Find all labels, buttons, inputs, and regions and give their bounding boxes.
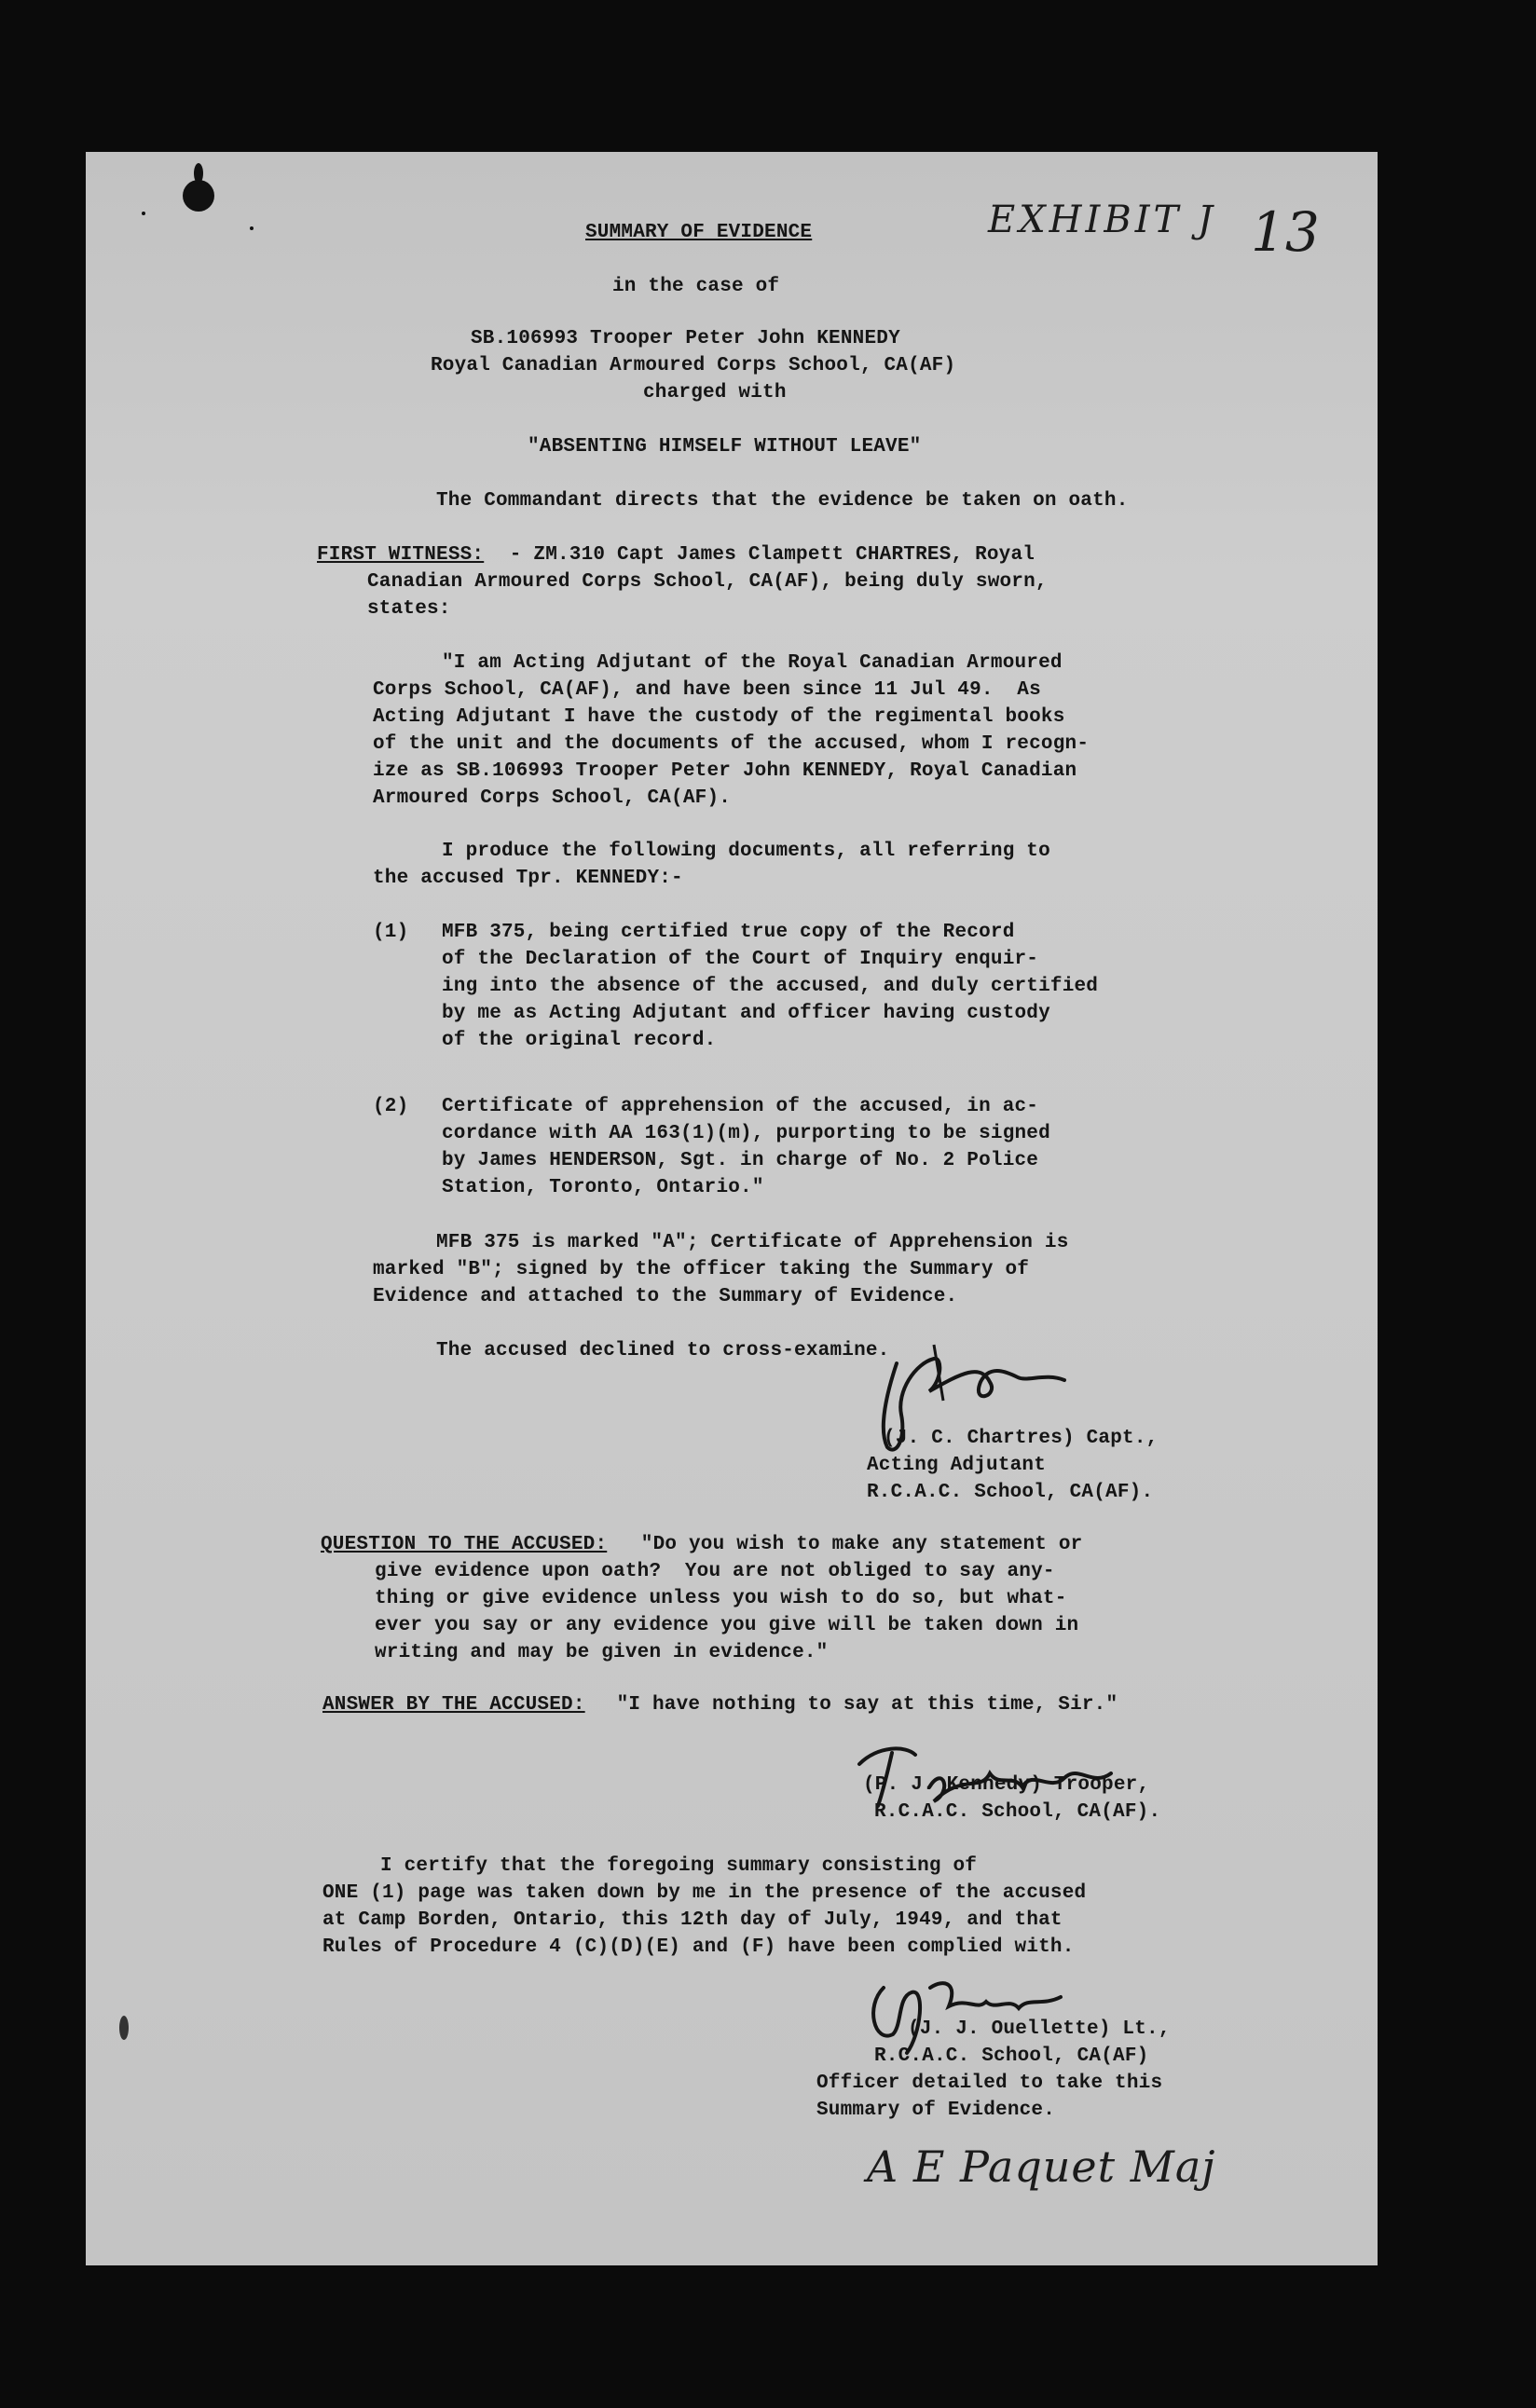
chartres-signature-line-1: (J. C. Chartres) Capt., bbox=[884, 1428, 1159, 1449]
first-witness-line-3: states: bbox=[367, 598, 451, 620]
certification-line: Rules of Procedure 4 (C)(D)(E) and (F) have been complied with. bbox=[322, 1936, 1075, 1958]
question-label: QUESTION TO THE ACCUSED: bbox=[321, 1534, 608, 1555]
statement-line: of the unit and the documents of the accused, whom I recogn- bbox=[373, 733, 1090, 755]
item-line: MFB 375, being certified true copy of the Record bbox=[442, 922, 1015, 943]
marked-text bbox=[373, 1256, 1029, 1310]
statement-line: Corps School, CA(AF), and have been since 11 Jul 49. As bbox=[373, 679, 1041, 701]
chartres-signature-line-2: Acting Adjutant bbox=[867, 1455, 1047, 1476]
accused-line-1: SB.106993 Trooper Peter John KENNEDY bbox=[471, 328, 900, 349]
produce-line-1: I produce the following documents, all referring to bbox=[442, 841, 1050, 862]
ink-speck bbox=[119, 2016, 129, 2040]
ouellette-signature-line-3: Officer detailed to take this bbox=[816, 2073, 1163, 2094]
answer-text: "I have nothing to say at this time, Sir." bbox=[593, 1694, 1118, 1716]
statement-line: ize as SB.106993 Trooper Peter John KENNEDY, Royal Canadian bbox=[373, 760, 1077, 782]
footer-handwritten-initials: A E Paquet Maj bbox=[867, 2141, 1216, 2192]
ink-speck bbox=[142, 212, 145, 215]
ink-blot bbox=[194, 163, 203, 184]
marked-line: marked "B"; signed by the officer taking the Summary of bbox=[373, 1259, 1030, 1280]
charge-line: "ABSENTING HIMSELF WITHOUT LEAVE" bbox=[528, 436, 922, 458]
item-line: cordance with AA 163(1)(m), purporting to be signed bbox=[442, 1123, 1050, 1144]
declined-line: The accused declined to cross-examine. bbox=[436, 1340, 890, 1361]
statement-line: "I am Acting Adjutant of the Royal Canadian Armoured bbox=[442, 652, 1063, 674]
statement-line: Armoured Corps School, CA(AF). bbox=[373, 787, 732, 809]
certification-line: at Camp Borden, Ontario, this 12th day of July, 1949, and that bbox=[322, 1909, 1063, 1931]
certification-text bbox=[322, 1880, 1086, 1961]
question-line: give evidence upon oath? You are not obliged to say any- bbox=[375, 1561, 1055, 1582]
kennedy-signature-line-1: (P. J. Kennedy) Trooper, bbox=[863, 1774, 1150, 1796]
certification-line-1: I certify that the foregoing summary consisting of bbox=[380, 1855, 978, 1877]
first-witness-label: FIRST WITNESS: bbox=[317, 544, 485, 566]
item-1-text bbox=[442, 919, 1098, 1054]
question-text bbox=[375, 1558, 1078, 1666]
witness-statement bbox=[442, 650, 1063, 677]
first-witness-line-1: - ZM.310 Capt James Clampett CHARTRES, Royal bbox=[498, 544, 1035, 566]
kennedy-signature-line-2: R.C.A.C. School, CA(AF). bbox=[874, 1801, 1161, 1823]
witness-statement-continued bbox=[373, 677, 1089, 812]
case-line: in the case of bbox=[612, 276, 780, 297]
item-line: by me as Acting Adjutant and officer having custody bbox=[442, 1003, 1050, 1024]
ouellette-signature-line-4: Summary of Evidence. bbox=[816, 2100, 1056, 2121]
ouellette-signature-line-2: R.C.A.C. School, CA(AF) bbox=[874, 2045, 1149, 2067]
marked-line: Evidence and attached to the Summary of Evidence. bbox=[373, 1286, 958, 1307]
question-line: ever you say or any evidence you give will be taken down in bbox=[375, 1615, 1079, 1636]
question-line: writing and may be given in evidence." bbox=[375, 1642, 829, 1663]
item-2-text bbox=[442, 1093, 1050, 1201]
statement-line: Acting Adjutant I have the custody of the regimental books bbox=[373, 706, 1065, 728]
certification-line: ONE (1) page was taken down by me in the presence of the accused bbox=[322, 1882, 1087, 1904]
item-line: of the Declaration of the Court of Inquiry enquir- bbox=[442, 949, 1039, 970]
charged-with-line: charged with bbox=[643, 382, 787, 404]
item-line: by James HENDERSON, Sgt. in charge of No. 2 Police bbox=[442, 1150, 1039, 1171]
item-line: ing into the absence of the accused, and duly certified bbox=[442, 976, 1099, 997]
page-number-annotation: 13 bbox=[1251, 200, 1320, 264]
ouellette-signature-line-1: (J. J. Ouellette) Lt., bbox=[908, 2018, 1171, 2040]
first-witness-line-2: Canadian Armoured Corps School, CA(AF), being duly sworn, bbox=[367, 571, 1048, 593]
item-line: Certificate of apprehension of the accused, in ac- bbox=[442, 1096, 1039, 1117]
intro-line: The Commandant directs that the evidence be taken on oath. bbox=[436, 490, 1129, 512]
item-line: of the original record. bbox=[442, 1030, 717, 1051]
ink-blot bbox=[183, 180, 214, 212]
exhibit-annotation: EXHIBIT J bbox=[988, 198, 1216, 241]
question-first-line: "Do you wish to make any statement or bbox=[629, 1534, 1083, 1555]
item-number: (2) bbox=[373, 1096, 409, 1117]
item-line: Station, Toronto, Ontario." bbox=[442, 1177, 764, 1198]
chartres-signature-line-3: R.C.A.C. School, CA(AF). bbox=[867, 1482, 1154, 1503]
produce-line-2: the accused Tpr. KENNEDY:- bbox=[373, 868, 683, 889]
document-page bbox=[86, 152, 1378, 2265]
ink-speck bbox=[250, 226, 254, 230]
item-number: (1) bbox=[373, 922, 409, 943]
document-title: SUMMARY OF EVIDENCE bbox=[585, 222, 813, 243]
answer-label: ANSWER BY THE ACCUSED: bbox=[322, 1694, 585, 1716]
accused-line-2: Royal Canadian Armoured Corps School, CA(AF) bbox=[431, 355, 956, 376]
question-line: thing or give evidence unless you wish to do so, but what- bbox=[375, 1588, 1067, 1609]
marked-line-1: MFB 375 is marked "A"; Certificate of Apprehension is bbox=[436, 1232, 1069, 1253]
